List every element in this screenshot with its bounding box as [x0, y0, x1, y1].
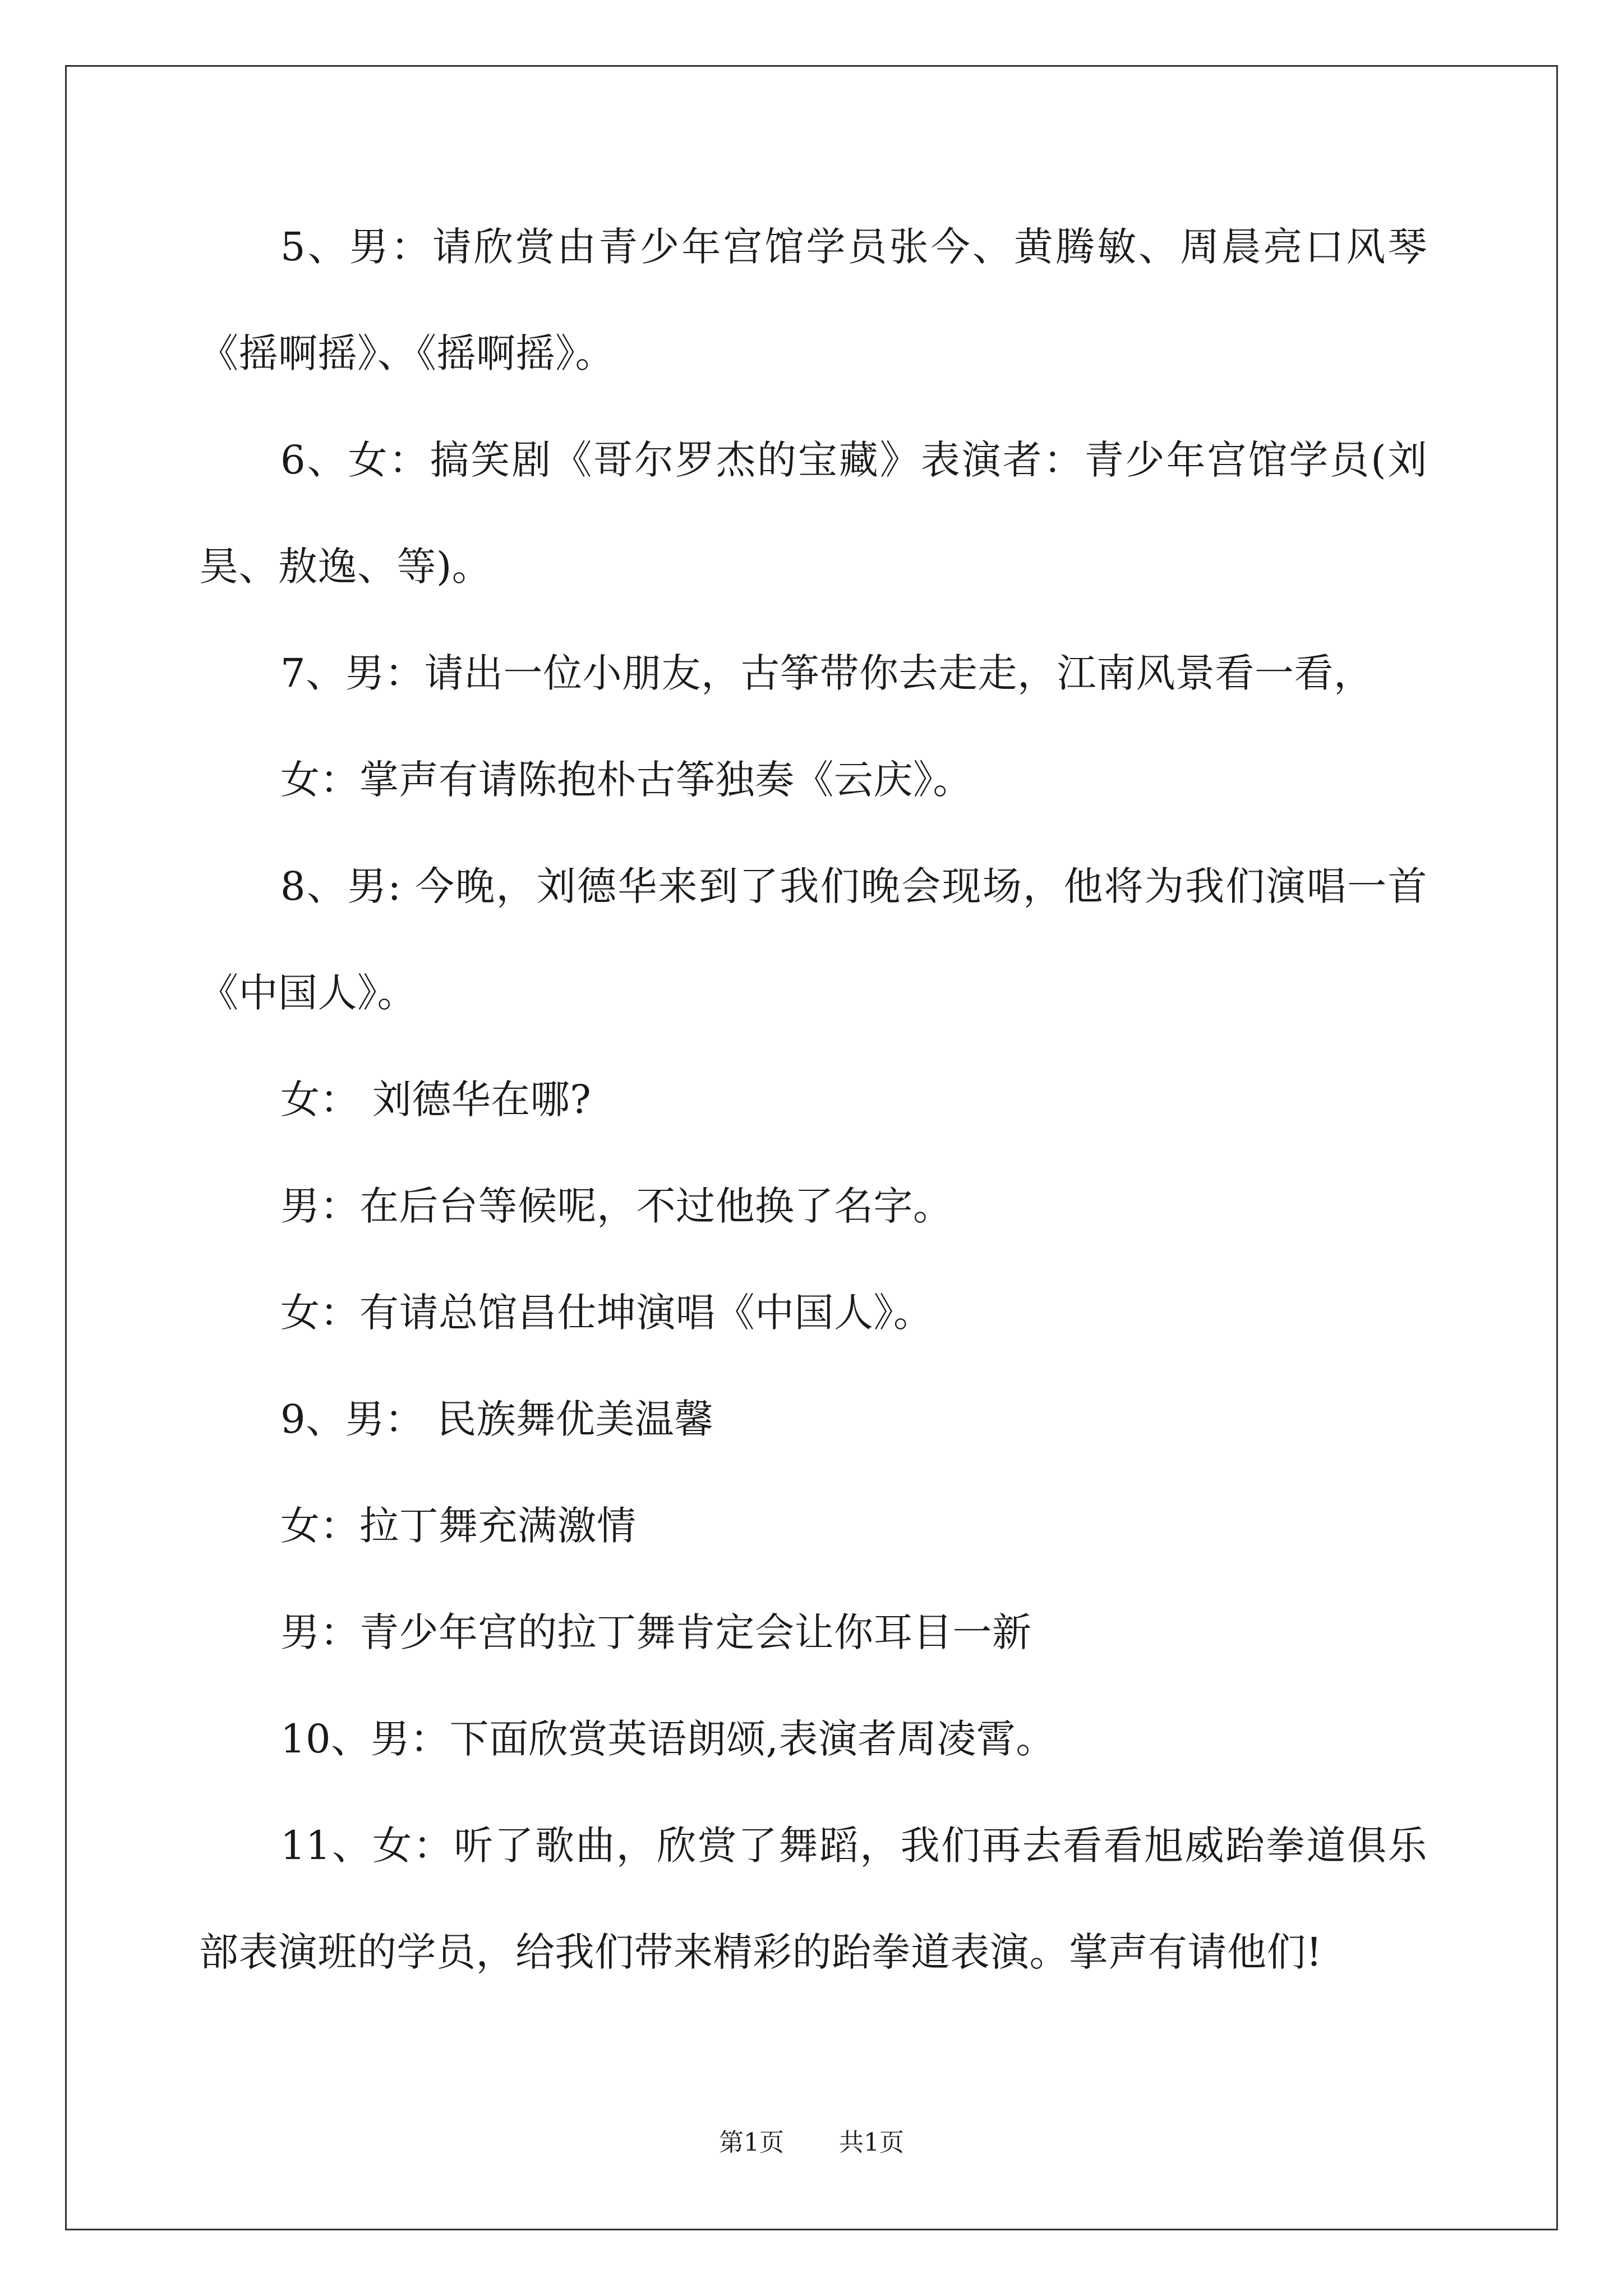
- paragraph-8-line-1: 8、男: 今晚，刘德华来到了我们晚会现场，他将为我们演唱一首: [280, 863, 1427, 909]
- paragraph-9-male: 男：青少年宫的拉丁舞肯定会让你耳目一新: [280, 1609, 1032, 1655]
- paragraph-8-male: 男：在后台等候呢，不过他换了名字。: [280, 1183, 953, 1229]
- paragraph-7-reply: 女：掌声有请陈抱朴古筝独奏《云庆》。: [280, 757, 972, 803]
- paragraph-9: 9、男： 民族舞优美温馨: [280, 1396, 714, 1442]
- paragraph-10: 10、男：下面欣赏英语朗颂,表演者周凌霄。: [280, 1716, 1055, 1762]
- page-number: 第1页: [719, 2128, 784, 2157]
- page-footer: [0, 2126, 1623, 2160]
- paragraph-11-line-2: 部表演班的学员，给我们带来精彩的跆拳道表演。掌声有请他们!: [199, 1929, 1322, 1975]
- paragraph-5-line-1: 5、男：请欣赏由青少年宫馆学员张今、黄腾敏、周晨亮口风琴: [280, 224, 1427, 270]
- paragraph-8-line-2: 《中国人》。: [199, 970, 417, 1016]
- paragraph-8-female: 女： 刘德华在哪?: [280, 1076, 592, 1122]
- paragraph-8-female-2: 女：有请总馆昌仕坤演唱《中国人》。: [280, 1290, 933, 1336]
- paragraph-11-line-1: 11、女：听了歌曲，欣赏了舞蹈，我们再去看看旭威跆拳道俱乐: [280, 1823, 1427, 1869]
- paragraph-7: 7、男：请出一位小朋友，古筝带你去走走，江南风景看一看，: [280, 650, 1373, 696]
- page-total: 共1页: [839, 2128, 904, 2157]
- paragraph-9-female: 女：拉丁舞充满激情: [280, 1503, 637, 1549]
- paragraph-6-line-1: 6、女：搞笑剧《哥尔罗杰的宝藏》表演者：青少年宫馆学员(刘: [280, 437, 1427, 483]
- page-border: [65, 65, 1558, 2230]
- paragraph-6-line-2: 昊、敖逸、等)。: [199, 544, 492, 590]
- paragraph-5-line-2: 《摇啊摇》、《摇啊摇》。: [199, 330, 615, 376]
